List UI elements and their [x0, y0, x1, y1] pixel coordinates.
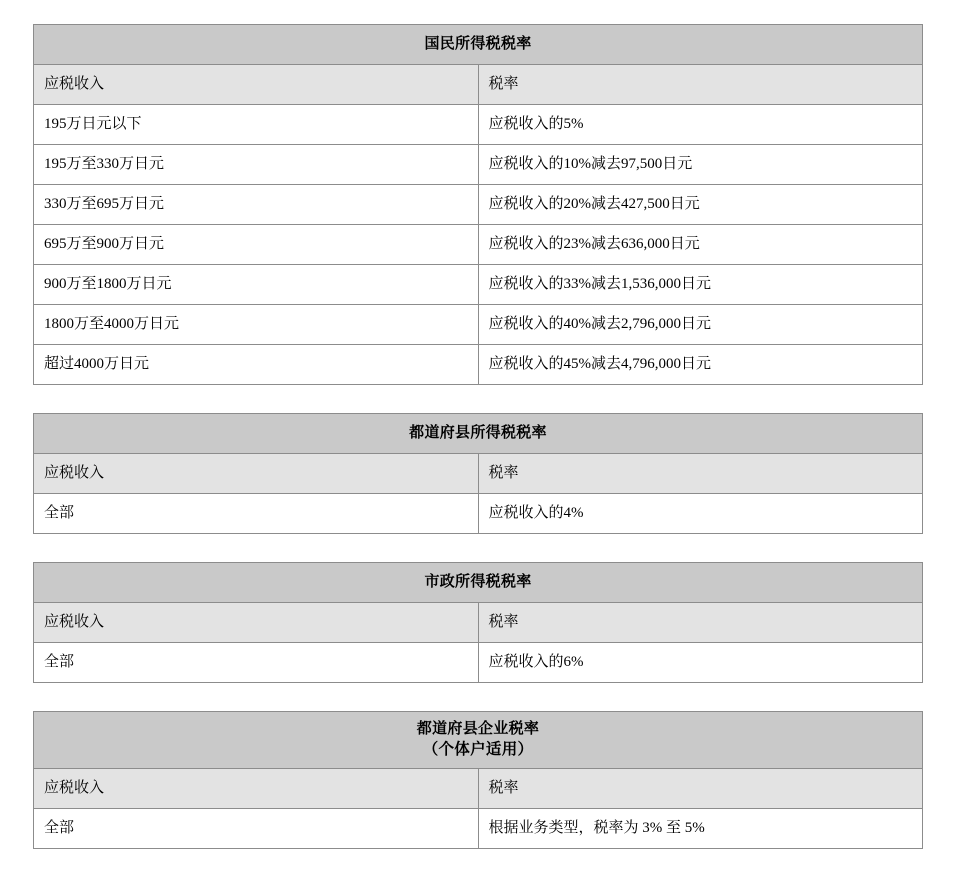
table-title: 都道府县企业税率 [416, 721, 540, 738]
column-header-income: 应税收入 [34, 454, 479, 494]
table-header-row [34, 454, 923, 494]
table-row [34, 305, 923, 345]
column-header-income: 应税收入 [34, 603, 479, 643]
cell-income: 全部 [34, 494, 479, 534]
table-row [34, 185, 923, 225]
table-header-row [34, 65, 923, 105]
column-header-rate: 税率 [478, 454, 923, 494]
prefectural-enterprise-tax-table [33, 711, 923, 849]
table-row [34, 494, 923, 534]
table-title: 都道府县所得税税率 [34, 414, 923, 454]
cell-rate: 应税收入的20%减去427,500日元 [478, 185, 923, 225]
municipal-income-tax-table [33, 562, 923, 683]
table-row [34, 265, 923, 305]
table-title-row [34, 25, 923, 65]
cell-income: 900万至1800万日元 [34, 265, 479, 305]
table-row [34, 643, 923, 683]
table-title-row [34, 712, 923, 769]
cell-rate: 应税收入的6% [478, 643, 923, 683]
table-title-block [34, 712, 923, 769]
table-title-row [34, 563, 923, 603]
table-title-row [34, 414, 923, 454]
cell-income: 195万日元以下 [34, 105, 479, 145]
cell-rate: 应税收入的5% [478, 105, 923, 145]
cell-income: 330万至695万日元 [34, 185, 479, 225]
cell-rate: 应税收入的33%减去1,536,000日元 [478, 265, 923, 305]
column-header-income: 应税收入 [34, 65, 479, 105]
column-header-rate: 税率 [478, 603, 923, 643]
cell-income: 695万至900万日元 [34, 225, 479, 265]
table-row [34, 809, 923, 849]
cell-rate: 应税收入的4% [478, 494, 923, 534]
table-row [34, 345, 923, 385]
cell-income: 全部 [34, 643, 479, 683]
cell-income: 超过4000万日元 [34, 345, 479, 385]
table-title: 市政所得税税率 [34, 563, 923, 603]
column-header-income: 应税收入 [34, 769, 479, 809]
cell-income: 全部 [34, 809, 479, 849]
table-title: 国民所得税税率 [34, 25, 923, 65]
prefectural-income-tax-table [33, 413, 923, 534]
table-row [34, 225, 923, 265]
cell-rate: 根据业务类型，税率为 3% 至 5% [478, 809, 923, 849]
national-income-tax-table [33, 24, 923, 385]
column-header-rate: 税率 [478, 769, 923, 809]
table-row [34, 145, 923, 185]
table-row [34, 105, 923, 145]
table-subtitle: （个体户适用） [422, 740, 534, 758]
cell-rate: 应税收入的45%减去4,796,000日元 [478, 345, 923, 385]
cell-income: 195万至330万日元 [34, 145, 479, 185]
cell-rate: 应税收入的23%减去636,000日元 [478, 225, 923, 265]
cell-income: 1800万至4000万日元 [34, 305, 479, 345]
table-header-row [34, 603, 923, 643]
cell-rate: 应税收入的40%减去2,796,000日元 [478, 305, 923, 345]
column-header-rate: 税率 [478, 65, 923, 105]
cell-rate: 应税收入的10%减去97,500日元 [478, 145, 923, 185]
table-header-row [34, 769, 923, 809]
